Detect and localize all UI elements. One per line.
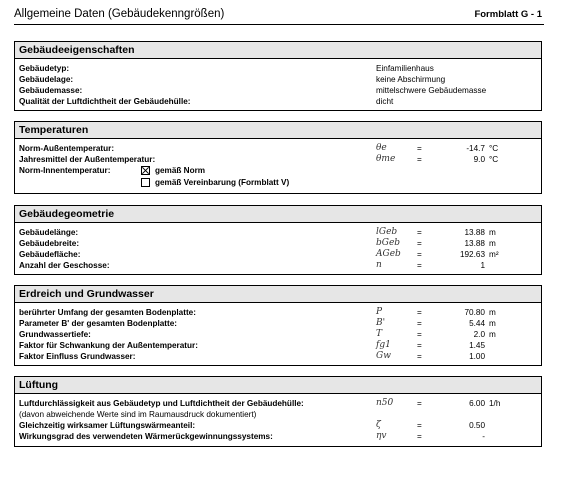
- row-symbol: bGeb: [376, 238, 401, 248]
- row-unit: m: [489, 319, 496, 328]
- page-title: Allgemeine Daten (Gebäudekenngrößen): [14, 8, 225, 20]
- row-label: Anzahl der Geschosse:: [19, 261, 110, 270]
- row-value: 1: [480, 261, 485, 270]
- row-symbol: Gw: [376, 351, 391, 361]
- row-unit: m: [489, 308, 496, 317]
- row-outdoor-temp: [15, 143, 541, 154]
- row-equals: =: [417, 341, 422, 350]
- row-value: 192.63: [459, 250, 485, 259]
- header-rule: [14, 24, 544, 25]
- row-equals: =: [417, 261, 422, 270]
- row-temp-fluctuation-factor: [15, 340, 541, 351]
- section-building-properties: [14, 41, 542, 111]
- row-symbol: ηv: [376, 431, 387, 441]
- row-annual-mean-temp: [15, 154, 541, 165]
- row-value: Einfamilienhaus: [376, 64, 434, 73]
- row-label: Norm-Innentemperatur:: [19, 166, 111, 175]
- row-equals: =: [417, 399, 422, 408]
- row-symbol: P: [376, 307, 383, 317]
- row-symbol: AGeb: [376, 249, 401, 259]
- row-value: -14.7: [466, 144, 485, 153]
- row-symbol: T: [376, 329, 383, 339]
- row-equals: =: [417, 352, 422, 361]
- row-building-area: [15, 249, 541, 260]
- row-unit: °C: [489, 155, 499, 164]
- row-label: Norm-Außentemperatur:: [19, 144, 115, 153]
- row-value: 1.45: [469, 341, 485, 350]
- row-label: Grundwassertiefe:: [19, 330, 91, 339]
- row-equals: =: [417, 144, 422, 153]
- row-equals: =: [417, 421, 422, 430]
- row-equals: =: [417, 250, 422, 259]
- row-value: 6.00: [469, 399, 485, 408]
- row-note-text: (davon abweichende Werte sind im Raumausdruck dokumentiert): [19, 410, 257, 419]
- section-building-geometry: [14, 205, 542, 275]
- row-equals: =: [417, 239, 422, 248]
- row-symbol: B': [376, 318, 386, 328]
- row-indoor-temp-agreement: [15, 177, 541, 188]
- row-equals: =: [417, 319, 422, 328]
- option-norm[interactable]: [141, 165, 205, 176]
- section-title: Lüftung: [15, 377, 541, 394]
- checkbox-unchecked-icon[interactable]: [141, 178, 150, 187]
- checkbox-checked-icon[interactable]: [141, 166, 150, 175]
- row-value: mittelschwere Gebäudemasse: [376, 86, 487, 95]
- row-symbol: fg1: [376, 340, 391, 350]
- option-agreement[interactable]: [141, 177, 289, 188]
- row-label: Jahresmittel der Außentemperatur:: [19, 155, 156, 164]
- row-unit: °C: [489, 144, 499, 153]
- row-equals: =: [417, 155, 422, 164]
- row-air-permeability: [15, 398, 541, 409]
- row-label: Parameter B' der gesamten Bodenplatte:: [19, 319, 178, 328]
- row-label: Gleichzeitig wirksamer Lüftungswärmeanteil:: [19, 421, 196, 430]
- option-label: gemäß Norm: [155, 166, 206, 175]
- row-value: 2.0: [473, 330, 485, 339]
- row-value: -: [482, 432, 485, 441]
- section-ventilation: [14, 376, 542, 447]
- row-symbol: n: [376, 260, 382, 270]
- row-value: 5.44: [469, 319, 485, 328]
- row-ventilation-heat-share: [15, 420, 541, 431]
- row-indoor-temp: [15, 165, 541, 176]
- row-label: Qualität der Luftdichtheit der Gebäudehülle:: [19, 97, 191, 106]
- section-temperatures: [14, 121, 542, 194]
- row-label: Gebäudelänge:: [19, 228, 79, 237]
- section-title: Gebäudeeigenschaften: [15, 42, 541, 59]
- section-title: Gebäudegeometrie: [15, 206, 541, 223]
- row-label: Gebäudelage:: [19, 75, 74, 84]
- row-unit: m: [489, 239, 496, 248]
- row-label: Wirkungsgrad des verwendeten Wärmerückgewinnungssystems:: [19, 432, 273, 441]
- row-label: Luftdurchlässigkeit aus Gebäudetyp und Luftdichtheit der Gebäudehülle:: [19, 399, 304, 408]
- row-unit: m: [489, 228, 496, 237]
- row-label: Faktor für Schwankung der Außentemperatur:: [19, 341, 198, 350]
- row-floor-count: [15, 260, 541, 271]
- form-id: Formblatt G - 1: [474, 9, 542, 20]
- row-note: [15, 409, 541, 420]
- option-label: gemäß Vereinbarung (Formblatt V): [155, 178, 290, 187]
- row-groundwater-depth: [15, 329, 541, 340]
- row-groundwater-factor: [15, 351, 541, 362]
- row-unit: m²: [489, 250, 499, 259]
- row-symbol: ζ: [376, 420, 381, 430]
- section-soil-groundwater: [14, 285, 542, 366]
- row-heat-recovery-efficiency: [15, 431, 541, 442]
- row-value: 13.88: [464, 239, 485, 248]
- page-header: [14, 8, 542, 22]
- row-slab-parameter: [15, 318, 541, 329]
- row-label: berührter Umfang der gesamten Bodenplatte:: [19, 308, 196, 317]
- row-label: Gebäudefläche:: [19, 250, 81, 259]
- row-building-length: [15, 227, 541, 238]
- row-building-width: [15, 238, 541, 249]
- row-equals: =: [417, 308, 422, 317]
- row-value: 9.0: [473, 155, 485, 164]
- row-value: keine Abschirmung: [376, 75, 446, 84]
- row-equals: =: [417, 330, 422, 339]
- section-title: Temperaturen: [15, 122, 541, 139]
- row-label: Gebäudemasse:: [19, 86, 83, 95]
- row-unit: 1/h: [489, 399, 501, 408]
- row-value: dicht: [376, 97, 394, 106]
- row-equals: =: [417, 228, 422, 237]
- row-value: 1.00: [469, 352, 485, 361]
- row-building-type: [15, 63, 541, 74]
- row-symbol: lGeb: [376, 227, 398, 237]
- row-equals: =: [417, 432, 422, 441]
- row-airtightness: [15, 96, 541, 107]
- row-value: 70.80: [464, 308, 485, 317]
- row-slab-perimeter: [15, 307, 541, 318]
- row-unit: m: [489, 330, 496, 339]
- row-value: 13.88: [464, 228, 485, 237]
- row-label: Gebäudetyp:: [19, 64, 70, 73]
- row-symbol: θme: [376, 154, 396, 164]
- row-building-location: [15, 74, 541, 85]
- row-label: Faktor Einfluss Grundwasser:: [19, 352, 136, 361]
- section-title: Erdreich und Grundwasser: [15, 286, 541, 303]
- row-building-mass: [15, 85, 541, 96]
- row-symbol: n50: [376, 398, 394, 408]
- row-label: Gebäudebreite:: [19, 239, 80, 248]
- row-value: 0.50: [469, 421, 485, 430]
- row-symbol: θe: [376, 143, 387, 153]
